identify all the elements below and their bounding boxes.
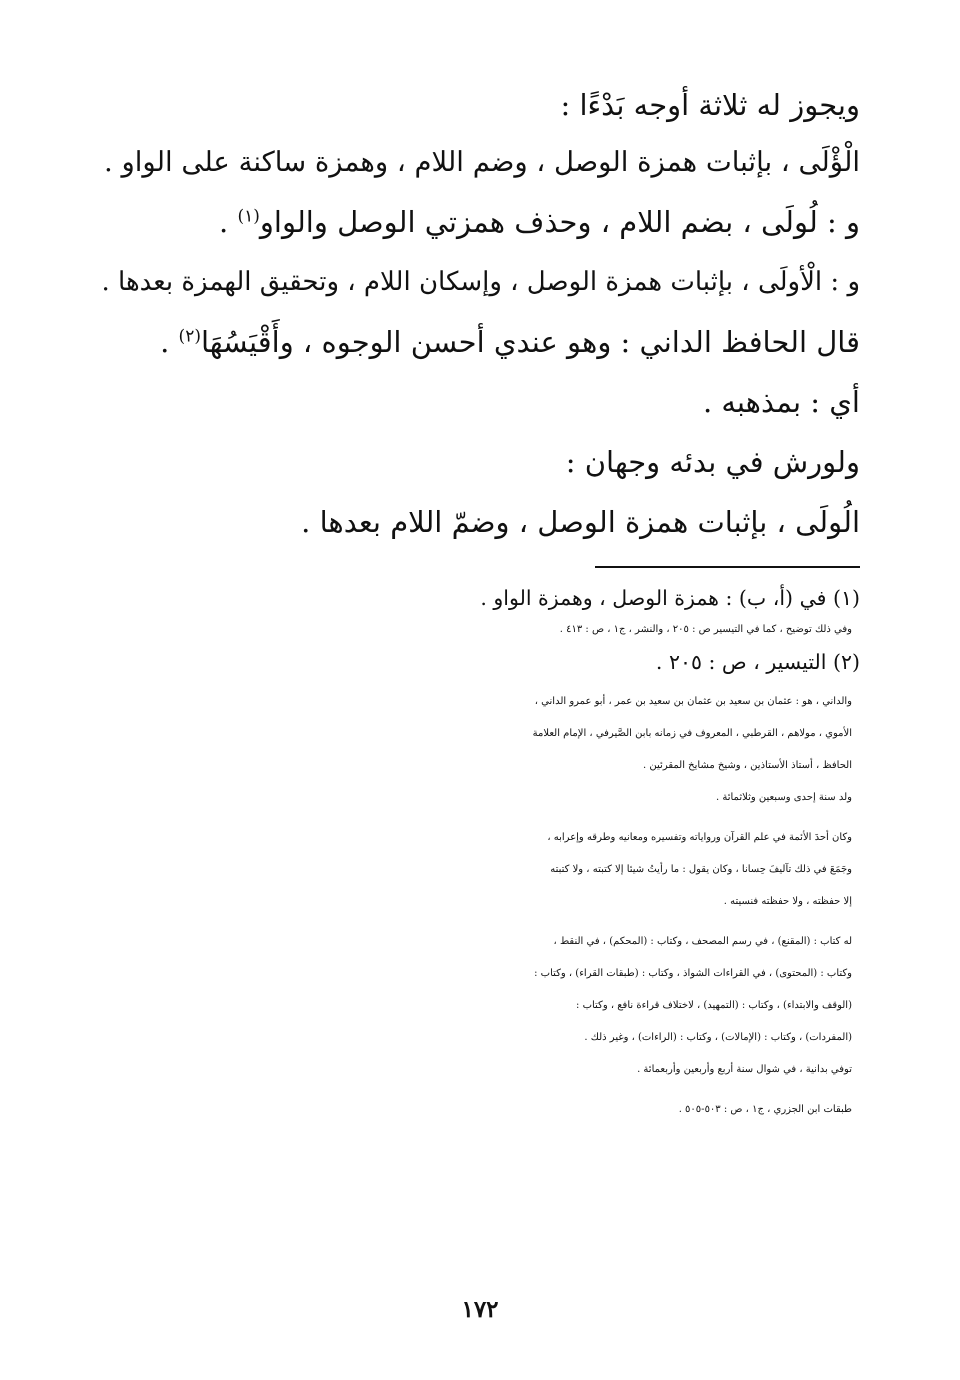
footnote-line: وكتاب : (المحتوى) ، في القراءات الشواذ ، وكتاب : (طبقات القراء) ، وكتاب : — [534, 968, 852, 979]
footnote-line: طبقات ابن الجزري ، ج١ ، ص : ٥٠٣-٥٠٥ . — [678, 1104, 852, 1115]
footnote-line: إلا حفظته ، ولا حفظته فنسيته . — [723, 896, 852, 907]
footnote-line: ولد سنة إحدى وسبعين وثلاثمائة . — [715, 792, 852, 803]
page-number: ١٧٢ — [461, 1296, 499, 1323]
line-end-period: . — [219, 205, 229, 239]
footnote-line: (١) في (أ، ب) : همزة الوصل ، وهمزة الواو . — [480, 586, 860, 610]
footnote-reference-2: (٢) — [178, 326, 201, 347]
main-line: الُولَى ، بإثبات همزة الوصل ، وضمّ اللام بعدها . — [301, 505, 860, 539]
footnote-line: وفي ذلك توضيح ، كما في التيسير ص : ٢٠٥ ، والنشر ، ج١ ، ص : ٤١٣ . — [559, 624, 852, 635]
main-line: ويجوز له ثلاثة أوجه بَدْءًا : — [560, 88, 860, 122]
footnote-line: توفي بدانية ، في شوال سنة أربع وأربعين وأربعمائة . — [637, 1064, 852, 1075]
footnote-line: الأموي ، مولاهم ، القرطبي ، المعروف في زمانه بابن الصَّيرفي ، الإمام العلامة — [532, 728, 852, 739]
footnote-line: وكان أحدَ الأئمة في علم القرآن ورواياته وتفسيره ومعانيه وطرقه وإعرابه ، — [547, 832, 852, 843]
main-line: الْؤْلَى ، بإثبات همزة الوصل ، وضم اللام ، وهمزة ساكنة على الواو . — [104, 146, 860, 178]
footnote-line: له كتاب : (المقنع) ، في رسم المصحف ، وكتاب : (المحكم) ، في النقط ، — [553, 936, 852, 947]
footnote-line: (الوقف والابتداء) ، وكتاب : (التمهيد) ، لاختلاف قراءة نافع ، وكتاب : — [576, 1000, 852, 1011]
footnotes — [100, 582, 860, 1126]
main-line: و : الْأولَى ، بإثبات همزة الوصل ، وإسكان اللام ، وتحقيق الهمزة بعدها . — [101, 267, 860, 297]
footnote-line: والداني ، هو : عثمان بن سعيد بن عثمان بن سعيد بن عمر ، أبو عمرو الداني ، — [534, 696, 852, 707]
footnote-line: الحافظ ، أستاذ الأستاذين ، وشيخ مشايخ المقرئين . — [643, 760, 852, 771]
main-text — [100, 78, 860, 552]
main-line-text: و : لُولَى ، بضم اللام ، وحذف همزتي الوصل والواو — [259, 205, 860, 239]
main-line: ولورش في بدئه وجهان : — [565, 445, 860, 479]
main-line: أي : بمذهبه . — [702, 385, 860, 419]
footnote-separator — [595, 566, 860, 568]
footnote-line: (٢) التيسير ، ص : ٢٠٥ . — [655, 650, 860, 674]
main-line — [100, 192, 860, 252]
footnote-reference-1: (١) — [237, 206, 260, 227]
line-end-period: . — [160, 325, 170, 359]
footnote-line: (المفردات) ، وكتاب : (الإمالات) ، وكتاب : (الراءات) ، وغير ذلك . — [584, 1032, 852, 1043]
main-line-text: قال الحافظ الداني : وهو عندي أحسن الوجوه ، وأَقْيَسُهَا — [200, 325, 860, 359]
main-line — [100, 312, 860, 372]
footnote-line: وجَمَعَ في ذلك تآليفَ حِسانا ، وكان يقول : ما رأيتُ شيئا إلا كتبته ، ولا كتبته — [550, 864, 852, 875]
